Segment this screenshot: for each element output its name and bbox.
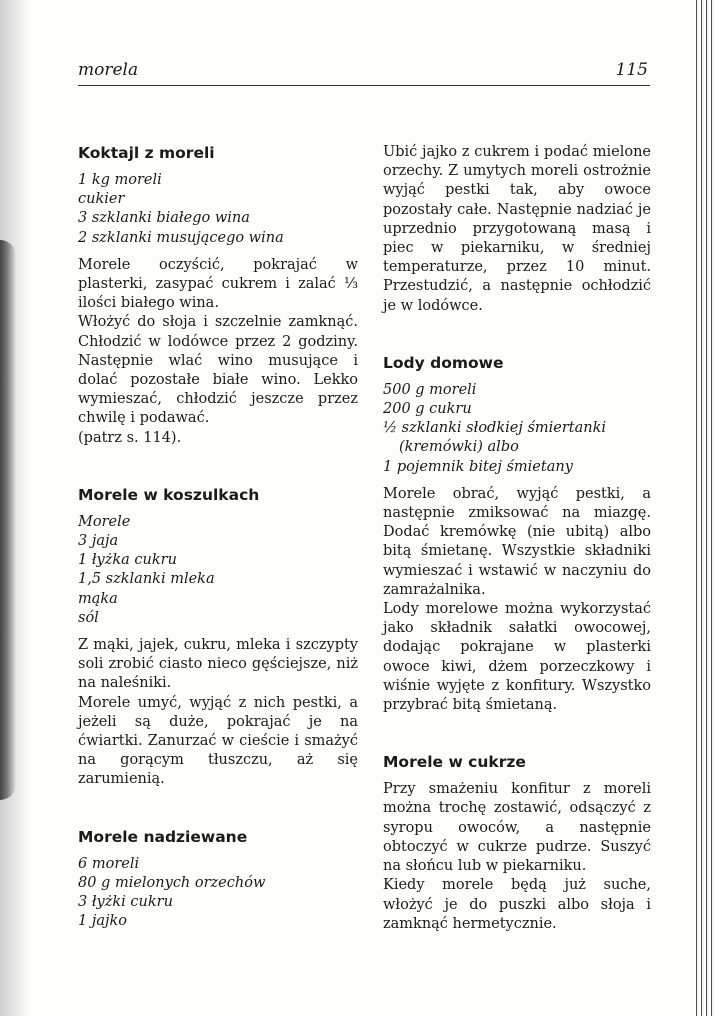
method-continuation: Ubić jajko z cukrem i podać mielone orzechy. Z umytych moreli ostrożnie wyjąć pestki tak, aby owoce pozostały całe. Następnie nadziać je uprzednio przygotowaną masą i piec w piekarniku, w średniej temperaturze, przez 10 minut. Przestudzić, a następnie ochłodzić je w lodówce. <box>383 144 651 314</box>
recipe-title: Morele nadziewane <box>78 827 248 846</box>
method-paragraph: Morele oczyścić, pokrajać w plasterki, zasypać cukrem i zalać ⅓ ilości białego wina. <box>78 256 358 312</box>
ingredient-list <box>78 513 358 628</box>
ingredient: (kremówki) albo <box>399 439 519 456</box>
recipe <box>78 485 358 790</box>
method-paragraph: Lody morelowe można wykorzystać jako składnik sałatki owocowej, dodając pokrajane w plasterki owoce kiwi, dżem porzeczkowy i wiśnie wyjęte z konfitury. Wszystko przybrać bitą śmietaną. <box>383 601 651 714</box>
ingredient: 500 g moreli <box>383 381 477 398</box>
ingredient: 3 jaja <box>78 533 119 550</box>
binding-shadow-dark <box>0 240 16 800</box>
ingredient-list <box>383 381 651 477</box>
running-header <box>78 60 648 84</box>
ingredient: 1 kg moreli <box>78 172 162 188</box>
recipe-title: Morele w cukrze <box>383 753 526 772</box>
recipe-title: Koktajl z moreli <box>78 144 215 162</box>
page-number: 115 <box>615 60 648 80</box>
recipe-method <box>78 256 358 448</box>
recipe-method <box>383 485 651 715</box>
header-section: morela <box>78 60 139 80</box>
method-paragraph: Z mąki, jajek, cukru, mleka i szczypty soli zrobić ciasto nieco gęściejsze, niż na naleśniki. <box>78 637 358 692</box>
method-paragraph: (patrz s. 114). <box>78 429 182 446</box>
page-edge <box>694 0 714 1016</box>
method-paragraph: Włożyć do słoja i szczelnie zamknąć. Chłodzić w lodówce przez 2 godziny. Następnie wlać wino musujące i dolać pozostałe białe wino. Lekko wymieszać, chłodzić jeszcze przez chwilę i podawać. <box>78 314 358 427</box>
header-rule <box>78 85 650 86</box>
ingredient: 3 szklanki białego wina <box>78 210 250 227</box>
ingredient: cukier <box>78 191 125 208</box>
ingredient-list <box>78 171 358 248</box>
recipe-title: Morele w koszulkach <box>78 485 260 504</box>
ingredient: ½ szklanki słodkiej śmiertanki <box>383 420 607 437</box>
ingredient: mąka <box>78 590 118 607</box>
recipe-method <box>78 636 358 790</box>
ingredient-list <box>78 855 358 932</box>
ingredient: 1,5 szklanki mleka <box>78 571 215 588</box>
ingredient: 3 łyżki cukru <box>78 894 173 911</box>
ingredient: sól <box>78 609 99 626</box>
recipe <box>383 353 651 715</box>
recipe-title: Lody domowe <box>383 353 504 372</box>
method-paragraph: Przy smażeniu konfitur z moreli można trochę zostawić, odsączyć z syropu owoców, a następnie obtoczyć w cukrze pudrze. Suszyć na słońcu lub w piekarniku. <box>383 781 651 875</box>
recipe <box>78 827 358 932</box>
ingredient: 80 g mielonych orzechów <box>78 874 266 891</box>
ingredient: 6 moreli <box>78 855 140 872</box>
ingredient: 2 szklanki musującego wina <box>78 229 284 246</box>
ingredient: 1 pojemnik bitej śmietany <box>383 458 573 475</box>
ingredient: 200 g cukru <box>383 401 472 418</box>
method-paragraph: Morele obrać, wyjąć pestki, a następnie zmiksować na miazgę. Dodać kremówkę (nie ubitą) albo bitą śmietanę. Wszystkie składniki wymieszać i wstawić w naczyniu do zamrażalnika. <box>383 485 651 598</box>
ingredient: 1 łyżka cukru <box>78 552 177 569</box>
ingredient: 1 jajko <box>78 913 127 930</box>
method-paragraph: Kiedy morele będą już suche, włożyć je do puszki albo słoja i zamknąć hermetycznie. <box>383 877 651 932</box>
recipe-method <box>383 780 651 934</box>
left-column <box>78 143 358 932</box>
right-column <box>383 143 651 934</box>
recipe <box>78 143 358 448</box>
method-paragraph: Morele umyć, wyjąć z nich pestki, a jeżeli są duże, pokrajać je na ćwiartki. Zanurzać w cieście i smażyć na gorącym tłuszczu, aż się zarumienią. <box>78 694 358 788</box>
recipe <box>383 752 651 934</box>
ingredient: Morele <box>78 513 131 530</box>
